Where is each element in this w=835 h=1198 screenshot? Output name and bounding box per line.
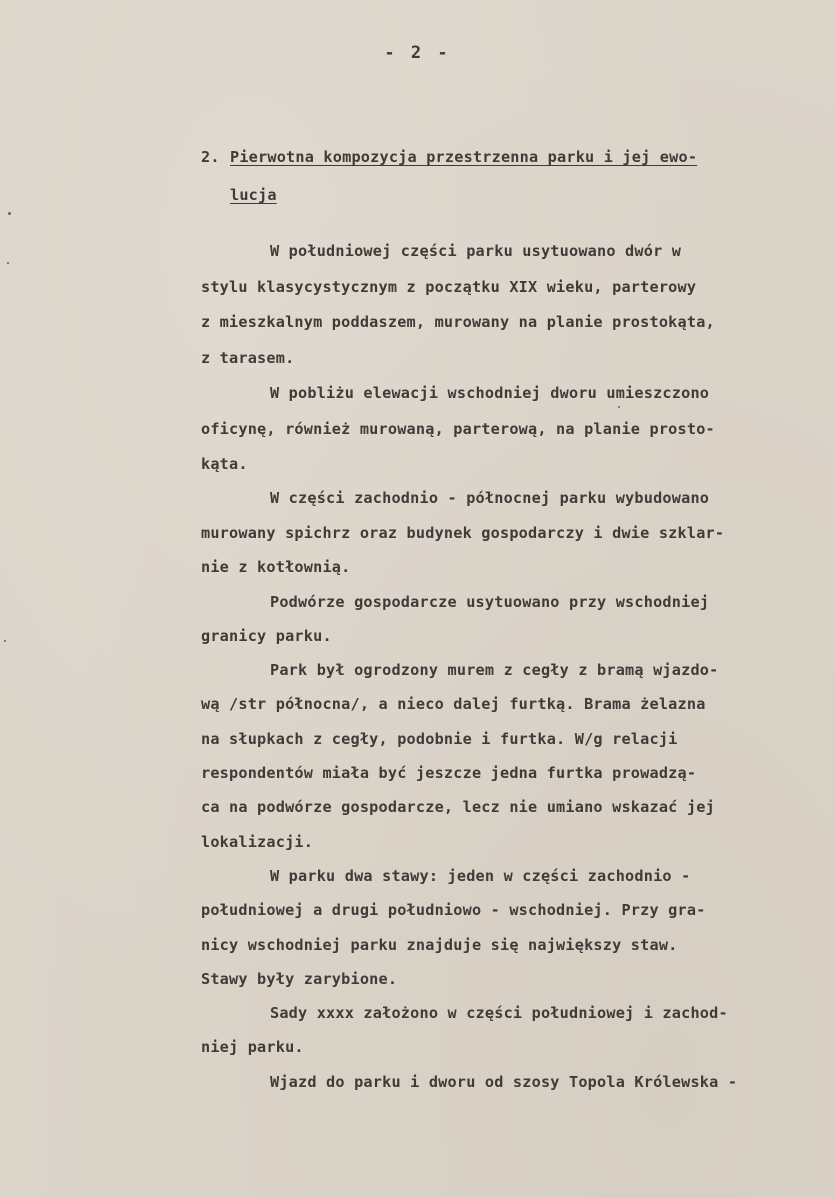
body-line: Podwórze gospodarcze usytuowano przy wschodniej: [270, 593, 710, 611]
section-title-line-2: lucja: [230, 186, 277, 204]
body-line: z mieszkalnym poddaszem, murowany na planie prostokąta,: [201, 313, 715, 331]
body-line: nicy wschodniej parku znajduje się największy staw.: [201, 936, 678, 954]
body-line: Park był ogrodzony murem z cegły z bramą wjazdo-: [270, 661, 719, 679]
body-line: Wjazd do parku i dworu od szosy Topola Królewska -: [270, 1073, 738, 1091]
body-line: W parku dwa stawy: jeden w części zachodnio -: [270, 867, 691, 885]
paper-speck: [4, 640, 6, 642]
body-line: W części zachodnio - północnej parku wybudowano: [270, 489, 710, 507]
page-number: - 2 -: [384, 43, 451, 63]
body-line: Sady xxxx założono w części południowej i zachod-: [270, 1004, 728, 1022]
body-line: granicy parku.: [201, 627, 332, 645]
paper-speck: [618, 406, 620, 408]
paper-speck: [8, 212, 11, 215]
body-line: stylu klasycystycznym z początku XIX wieku, parterowy: [201, 278, 697, 296]
section-title-line-1: Pierwotna kompozycja przestrzenna parku i jej ewo-: [230, 148, 698, 166]
body-line: z tarasem.: [201, 349, 295, 367]
body-line: lokalizacji.: [201, 833, 314, 851]
body-line: W pobliżu elewacji wschodniej dworu umieszczono: [270, 384, 710, 402]
body-line: kąta.: [201, 455, 248, 473]
section-number: 2.: [201, 148, 220, 166]
body-line: W południowej części parku usytuowano dwór w: [270, 242, 682, 260]
body-line: ca na podwórze gospodarcze, lecz nie umiano wskazać jej: [201, 798, 715, 816]
body-line: południowej a drugi południowo - wschodniej. Przy gra-: [201, 901, 706, 919]
body-line: niej parku.: [201, 1038, 304, 1056]
body-line: murowany spichrz oraz budynek gospodarczy i dwie szklar-: [201, 524, 725, 542]
body-line: respondentów miała być jeszcze jedna furtka prowadzą-: [201, 764, 697, 782]
body-line: oficynę, również murowaną, parterową, na planie prosto-: [201, 420, 715, 438]
body-line: Stawy były zarybione.: [201, 970, 398, 988]
body-line: na słupkach z cegły, podobnie i furtka. W/g relacji: [201, 730, 678, 748]
paper-speck: [7, 262, 9, 264]
body-line: nie z kotłownią.: [201, 558, 351, 576]
body-line: wą /str północna/, a nieco dalej furtką. Brama żelazna: [201, 695, 706, 713]
